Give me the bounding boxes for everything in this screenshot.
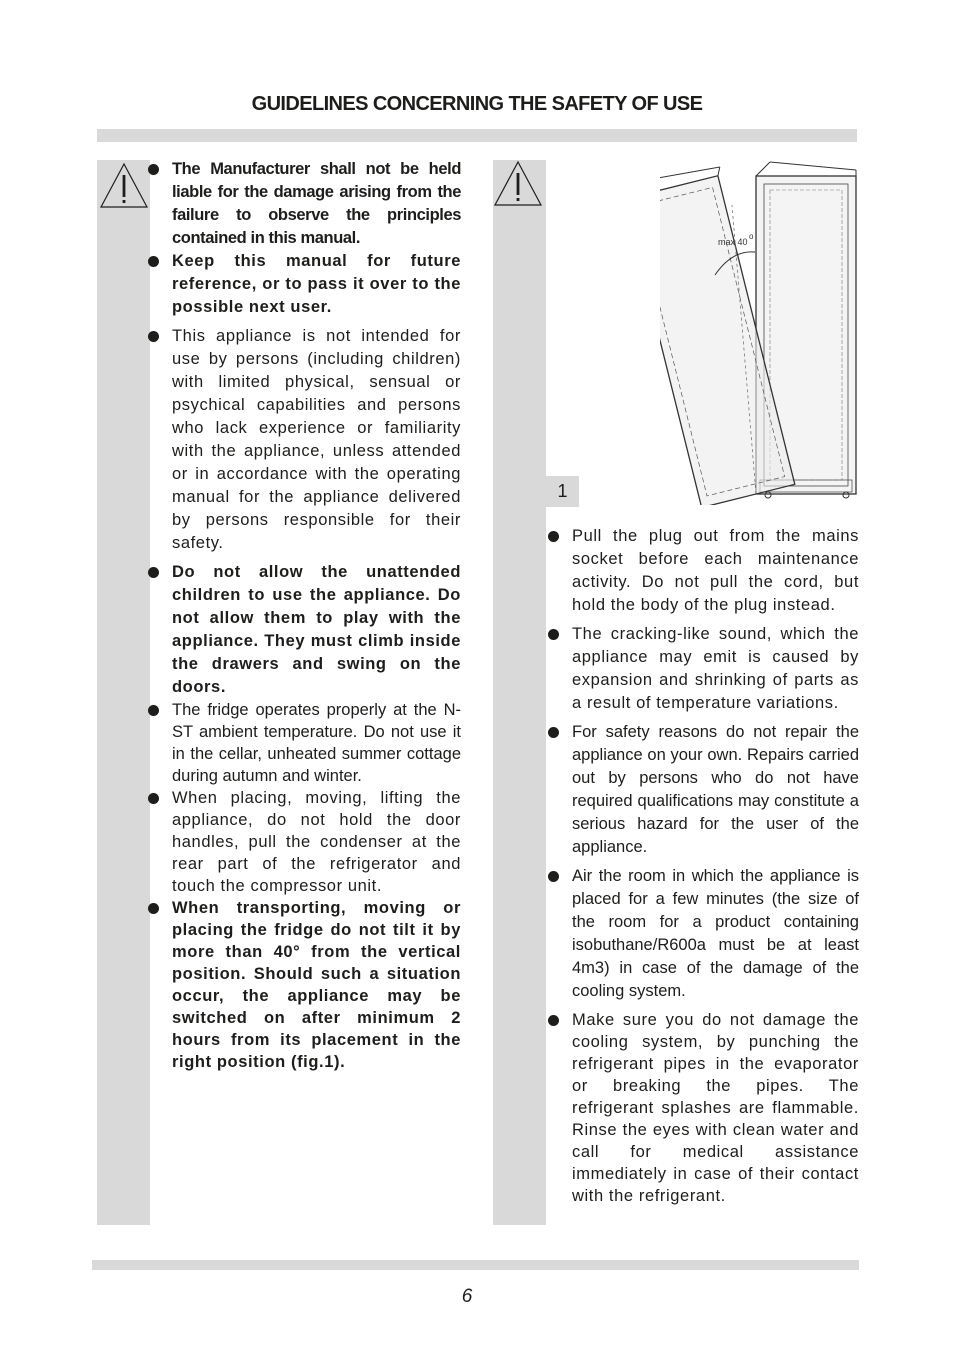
warning-triangle-icon	[99, 162, 149, 209]
figure-number: 1	[546, 476, 579, 507]
list-item: Do not allow the unattended children to use the appliance. Do not allow them to play with the appliance. They must climb inside the drawers and swing on the doors.	[148, 561, 461, 699]
list-item: Make sure you do not damage the cooling system, by punching the refrigerant pipes in the evaporator or breaking the pipes. The refrigerant splashes are flammable. Rinse the eyes with clean water and call for medical assistance immediately in case of their contact with the refrigerant.	[548, 1009, 859, 1207]
right-warning-strip	[493, 160, 546, 1225]
list-item: The fridge operates properly at the N-ST ambient temperature. Do not use it in the cellar, unheated summer cottage during autumn and winter.	[148, 699, 461, 787]
list-item: Air the room in which the appliance is placed for a few minutes (the size of the room for a product containing isobuthane/R600a must be at least 4m3) in case of the damage of the cooling system.	[548, 865, 859, 1003]
left-safety-list	[148, 158, 461, 1073]
list-item: The Manufacturer shall not be held liable for the damage arising from the failure to observe the principles contained in this manual.	[148, 158, 461, 250]
fridge-tilt-illustration	[660, 150, 860, 505]
list-item: The cracking-like sound, which the appliance may emit is caused by expansion and shrinking of parts as a result of temperature variations.	[548, 623, 859, 715]
list-item: When transporting, moving or placing the fridge do not tilt it by more than 40° from the vertical position. Should such a situation occur, the appliance may be switched on after minimum 2 hours from its placement in the right position (fig.1).	[148, 897, 461, 1073]
angle-label: max 40	[718, 237, 748, 247]
list-item: For safety reasons do not repair the appliance on your own. Repairs carried out by persons who do not have required qualifications may constitute a serious hazard for the user of the appliance.	[548, 721, 859, 859]
warning-triangle-icon	[493, 160, 543, 207]
list-item: This appliance is not intended for use by persons (including children) with limited physical, sensual or psychical capabilities and persons who lack experience or familiarity with the appliance, unless attended or in accordance with the operating manual for the appliance delivered by persons responsible for their safety.	[148, 325, 461, 555]
page-number: 6	[461, 1286, 473, 1307]
page-title: GUIDELINES CONCERNING THE SAFETY OF USE	[251, 93, 703, 115]
list-item: Pull the plug out from the mains socket before each maintenance activity. Do not pull the cord, but hold the body of the plug instead.	[548, 525, 859, 617]
right-safety-list	[548, 525, 859, 1207]
header-divider	[97, 129, 857, 142]
footer-divider	[92, 1260, 859, 1270]
degree-mark: o	[749, 232, 754, 241]
left-warning-strip	[97, 160, 150, 1225]
list-item: Keep this manual for future reference, or to pass it over to the possible next user.	[148, 250, 461, 319]
list-item: When placing, moving, lifting the appliance, do not hold the door handles, pull the condenser at the rear part of the refrigerator and touch the compressor unit.	[148, 787, 461, 897]
